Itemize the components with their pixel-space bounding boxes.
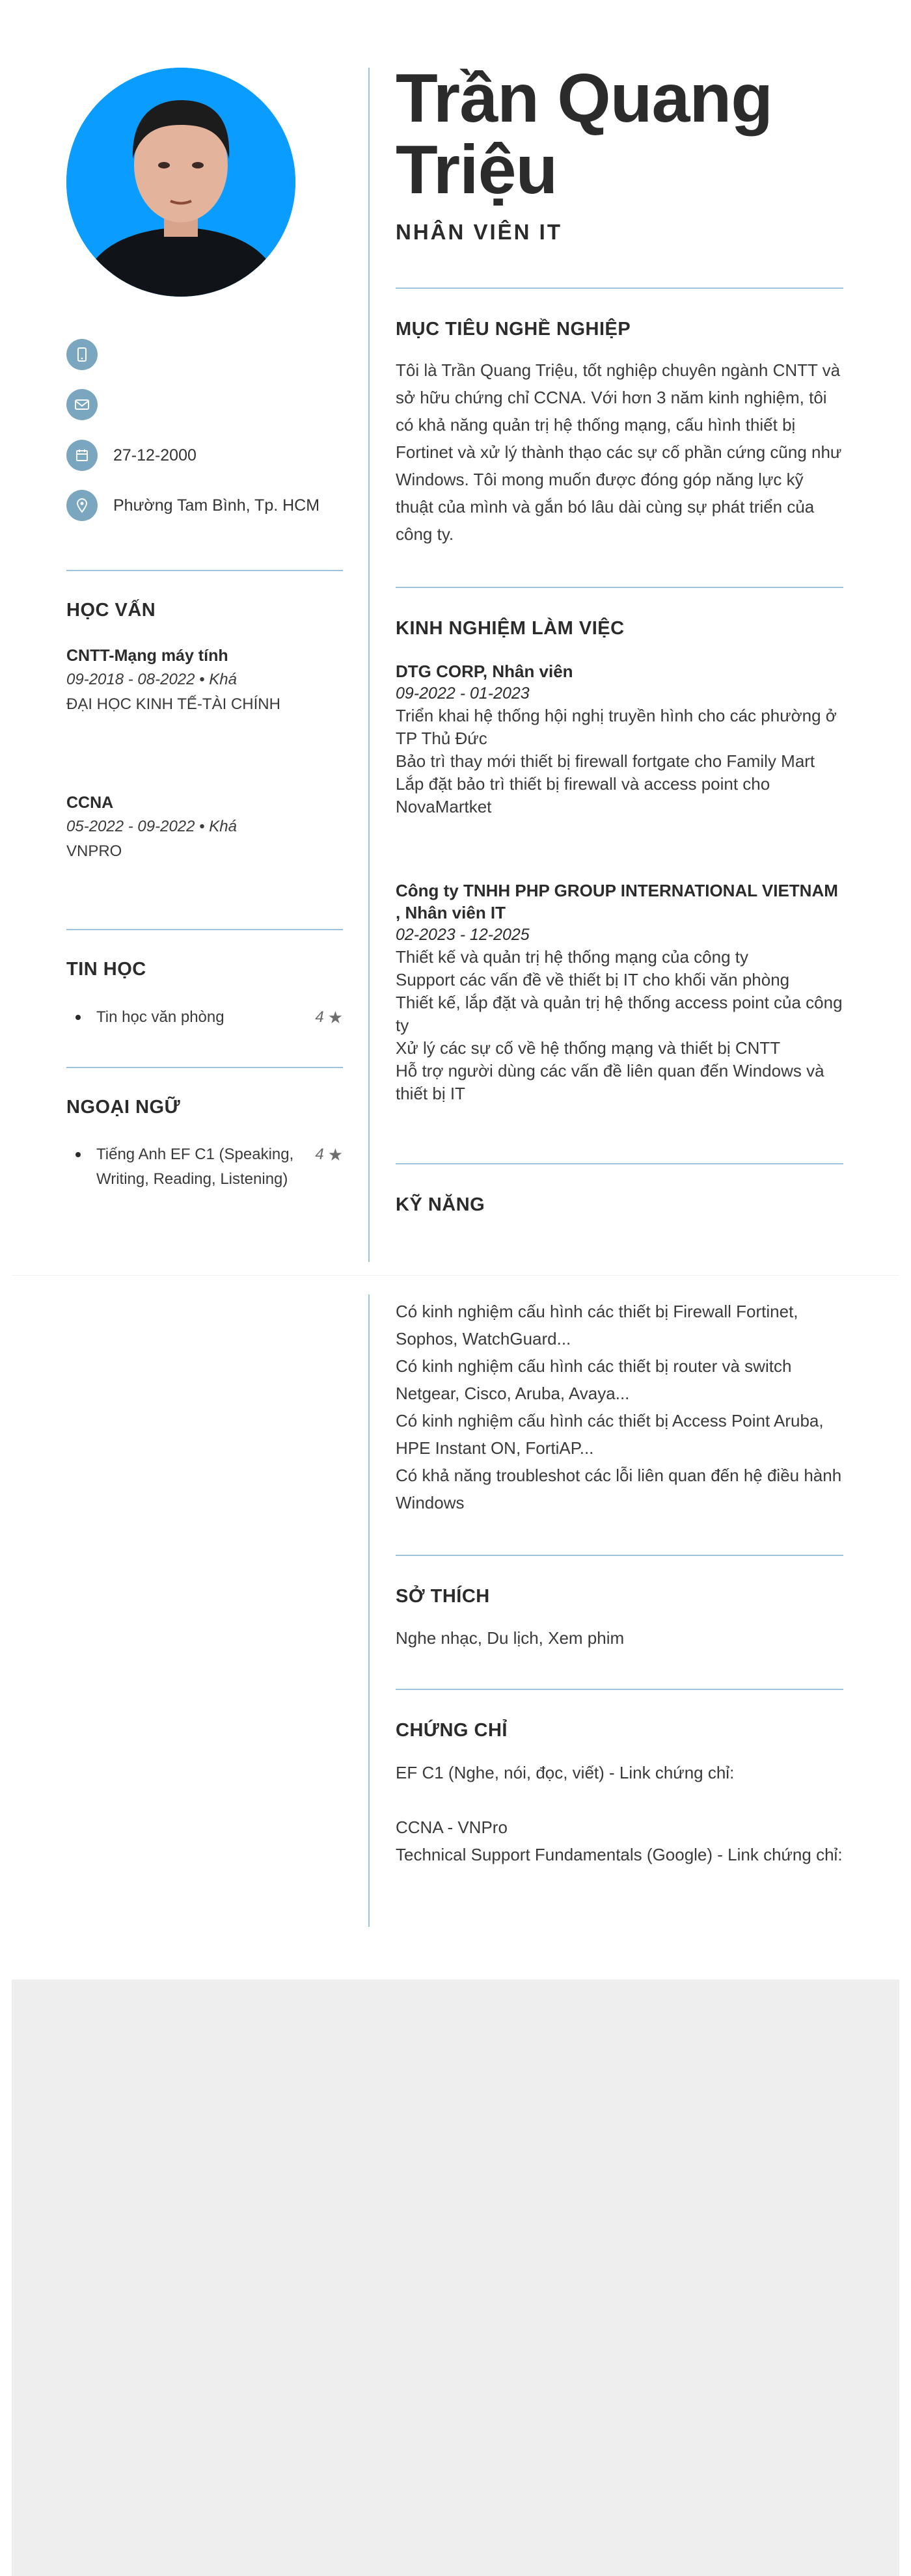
phone-icon [66,339,98,370]
list-item [66,1142,343,1192]
skills-list [396,1298,843,1516]
certificate-line: EF C1 (Nghe, nói, đọc, viết) - Link chứng chỉ: [396,1763,735,1782]
portrait-image [66,68,295,297]
experience-period: 09-2022 - 01-2023 [396,684,530,703]
certificates-list [396,1759,843,1868]
section-divider [66,929,343,930]
it-skills-title: TIN HỌC [66,959,146,980]
name-line-1: Trần Quang [396,60,772,137]
mail-icon [66,389,98,420]
experience-item [396,660,843,818]
objective-text: Tôi là Trần Quang Triệu, tốt nghiệp chuyên ngành CNTT và sở hữu chứng chỉ CCNA. Với hơn 3 năm kinh nghiệm, tôi có khả năng quản trị hệ thống mạng, cấu hình thiết bị Fortinet và xử lý thành thạo các sự cố phần cứng cũng như Windows. Tôi mong muốn được đóng góp năng lực kỹ thuật của mình và gắn bó lâu dài cùng sự phát triển của công ty. [396,360,842,544]
education-degree: CCNA [66,794,114,812]
experience-line: Hỗ trợ người dùng các vấn đề liên quan đến Windows và thiết bị IT [396,1061,824,1103]
experience-line: Triển khai hệ thống hội nghị truyền hình cho các phường ở TP Thủ Đức [396,706,837,748]
education-period: 05-2022 - 09-2022 • Khá [66,818,237,835]
star-icon: ★ [327,1008,343,1027]
name-line-2: Triệu [396,131,558,208]
experience-title: KINH NGHIỆM LÀM VIỆC [396,618,625,639]
section-divider [396,1163,843,1164]
contact-email [66,389,98,420]
language-name: Tiếng Anh EF C1 (Speaking, Writing, Reading, Listening) [96,1146,294,1188]
certificate-line: CCNA - VNPro [396,1818,508,1837]
rating-value: 4 [315,1008,324,1026]
section-divider [66,570,343,571]
birthday-text: 27-12-2000 [113,446,197,464]
star-icon: ★ [327,1145,343,1164]
candidate-name [396,62,851,206]
column-divider [368,1295,370,1927]
certificates-title: CHỨNG CHỈ [396,1720,508,1741]
education-item [66,794,343,861]
calendar-icon [66,440,98,471]
education-school: VNPRO [66,842,122,860]
skill-line: Có kinh nghiệm cấu hình các thiết bị router và switch Netgear, Cisco, Aruba, Avaya... [396,1356,792,1403]
location-pin-icon [66,490,98,521]
education-degree: CNTT-Mạng máy tính [66,647,228,665]
address-text: Phường Tam Bình, Tp. HCM [113,496,320,515]
certificate-line: Technical Support Fundamentals (Google) - Link chứng chỉ: [396,1845,843,1864]
experience-line: Xử lý các sự cố về hệ thống mạng và thiết bị CNTT [396,1038,781,1058]
rating [315,1142,343,1167]
experience-line: Support các vấn đề về thiết bị IT cho khối văn phòng [396,970,790,989]
skills-title: KỸ NĂNG [396,1194,485,1215]
education-title: HỌC VẤN [66,600,156,621]
experience-item [396,879,843,1105]
objective-title: MỤC TIÊU NGHỀ NGHIỆP [396,319,631,340]
contact-phone [66,339,98,370]
blank-area [12,1979,899,2576]
bullet [75,1015,81,1020]
experience-period: 02-2023 - 12-2025 [396,926,530,944]
skill-line: Có kinh nghiệm cấu hình các thiết bị Access Point Aruba, HPE Instant ON, FortiAP... [396,1411,824,1458]
contact-address [66,490,320,521]
experience-line: Thiết kế, lắp đặt và quản trị hệ thống access point của công ty [396,993,843,1035]
rating-value: 4 [315,1146,324,1163]
languages-title: NGOẠI NGỮ [66,1097,181,1118]
skill-line: Có kinh nghiệm cấu hình các thiết bị Firewall Fortinet, Sophos, WatchGuard... [396,1302,798,1348]
page-break [12,1275,899,1287]
skill-line: Có khả năng troubleshot các lỗi liên quan đến hệ điều hành Windows [396,1466,842,1512]
experience-line: Bảo trì thay mới thiết bị firewall fortgate cho Family Mart [396,751,815,771]
section-divider [66,1067,343,1068]
certificate-line [396,1786,843,1814]
education-item [66,647,343,714]
bullet [75,1152,81,1157]
avatar [66,68,295,297]
hobbies-text: Nghe nhạc, Du lịch, Xem phim [396,1628,625,1648]
experience-line: Thiết kế và quản trị hệ thống mạng của công ty [396,947,749,967]
job-title: NHÂN VIÊN IT [396,220,563,244]
section-divider [396,1555,843,1556]
education-school: ĐẠI HỌC KINH TẾ-TÀI CHÍNH [66,695,280,713]
education-period: 09-2018 - 08-2022 • Khá [66,671,237,688]
section-divider [396,587,843,588]
column-divider [368,68,370,1262]
list-item [66,1005,343,1030]
it-skill-name: Tin học văn phòng [96,1008,224,1026]
rating [315,1005,343,1030]
experience-company: DTG CORP, Nhân viên [396,662,573,681]
experience-company: Công ty TNHH PHP GROUP INTERNATIONAL VIETNAM , Nhân viên IT [396,881,838,922]
section-divider [396,1689,843,1690]
contact-birthday [66,440,197,471]
experience-line: Lắp đặt bảo trì thiết bị firewall và access point cho NovaMartket [396,774,770,816]
hobbies-title: SỞ THÍCH [396,1586,490,1607]
section-divider [396,288,843,289]
